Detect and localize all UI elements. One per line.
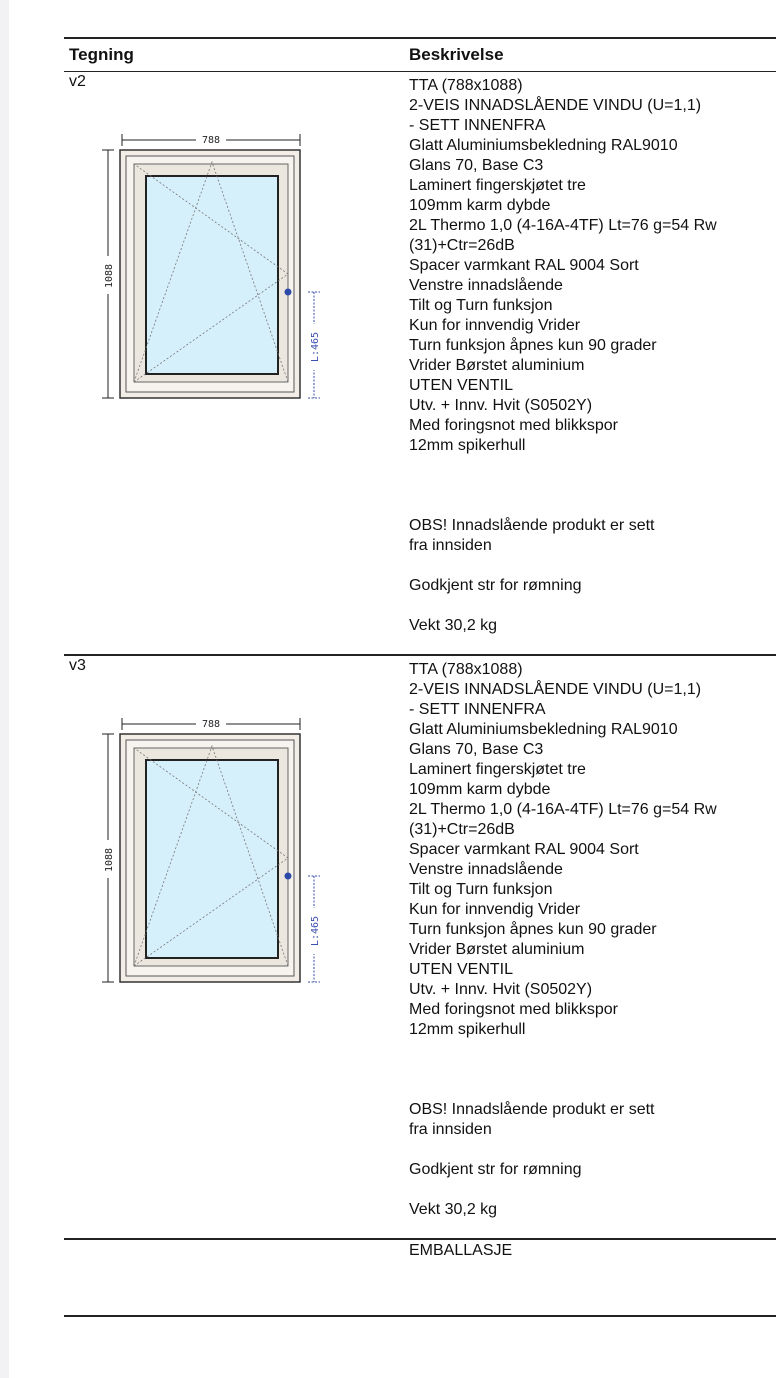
desc-line: (31)+Ctr=26dB [409,821,515,838]
desc-line: Tilt og Turn funksjon [409,297,553,314]
window-drawing [100,712,330,992]
width-label: 788 [201,135,221,146]
handle-icon [285,873,292,880]
obs-note: fra innsiden [409,1121,492,1138]
desc-line: Utv. + Innv. Hvit (S0502Y) [409,397,593,414]
desc-line: Venstre innadslående [409,861,563,878]
desc-line: Turn funksjon åpnes kun 90 grader [409,921,657,938]
desc-line: Turn funksjon åpnes kun 90 grader [409,337,657,354]
handle-height-label: L:465 [310,915,321,947]
weight: Vekt 30,2 kg [409,617,498,634]
desc-line: Kun for innvendig Vrider [409,901,581,918]
handle-icon [285,289,292,296]
desc-line: TTA (788x1088) [409,661,523,678]
obs-note: fra innsiden [409,537,492,554]
packaging-label: EMBALLASJE [409,1242,513,1259]
handle-height-label: L:465 [310,331,321,363]
desc-line: Tilt og Turn funksjon [409,881,553,898]
width-label: 788 [201,719,221,730]
desc-line: Glans 70, Base C3 [409,157,544,174]
weight: Vekt 30,2 kg [409,1201,498,1218]
row-id: v2 [69,73,86,90]
desc-line: UTEN VENTIL [409,377,514,394]
desc-line: Glans 70, Base C3 [409,741,544,758]
header-rule [64,71,776,72]
row-id: v3 [69,657,86,674]
desc-line: TTA (788x1088) [409,77,523,94]
table-bottom-rule [64,1315,776,1317]
obs-note: OBS! Innadslående produkt er sett [409,517,655,534]
approval-note: Godkjent str for rømning [409,577,582,594]
desc-line: 12mm spikerhull [409,1021,526,1038]
desc-line: 2-VEIS INNADSLÅENDE VINDU (U=1,1) [409,681,702,698]
desc-line: UTEN VENTIL [409,961,514,978]
desc-line: Spacer varmkant RAL 9004 Sort [409,841,639,858]
desc-line: Spacer varmkant RAL 9004 Sort [409,257,639,274]
desc-line: Venstre innadslående [409,277,563,294]
desc-line: 2L Thermo 1,0 (4-16A-4TF) Lt=76 g=54 Rw [409,217,717,234]
desc-line: Laminert fingerskjøtet tre [409,177,586,194]
desc-line: Utv. + Innv. Hvit (S0502Y) [409,981,593,998]
desc-line: 12mm spikerhull [409,437,526,454]
table-top-rule [64,37,776,39]
desc-line: - SETT INNENFRA [409,117,546,134]
description-block [409,660,776,1220]
row-divider [64,654,776,656]
desc-line: Glatt Aluminiumsbekledning RAL9010 [409,137,678,154]
desc-line: Glatt Aluminiumsbekledning RAL9010 [409,721,678,738]
description-block [409,76,776,636]
header-drawing: Tegning [69,45,134,64]
desc-line: Vrider Børstet aluminium [409,357,585,374]
desc-line: Med foringsnot med blikkspor [409,1001,618,1018]
height-label: 1088 [104,847,115,873]
desc-line: 109mm karm dybde [409,197,551,214]
approval-note: Godkjent str for rømning [409,1161,582,1178]
desc-line: Med foringsnot med blikkspor [409,417,618,434]
height-label: 1088 [104,263,115,289]
desc-line: 2-VEIS INNADSLÅENDE VINDU (U=1,1) [409,97,702,114]
page-margin-strip [0,0,9,1378]
desc-line: Kun for innvendig Vrider [409,317,581,334]
desc-line: - SETT INNENFRA [409,701,546,718]
desc-line: Laminert fingerskjøtet tre [409,761,586,778]
row-divider [64,1238,776,1240]
desc-line: (31)+Ctr=26dB [409,237,515,254]
desc-line: 109mm karm dybde [409,781,551,798]
desc-line: 2L Thermo 1,0 (4-16A-4TF) Lt=76 g=54 Rw [409,801,717,818]
obs-note: OBS! Innadslående produkt er sett [409,1101,655,1118]
desc-line: Vrider Børstet aluminium [409,941,585,958]
header-description: Beskrivelse [409,45,504,64]
window-drawing [100,128,330,408]
